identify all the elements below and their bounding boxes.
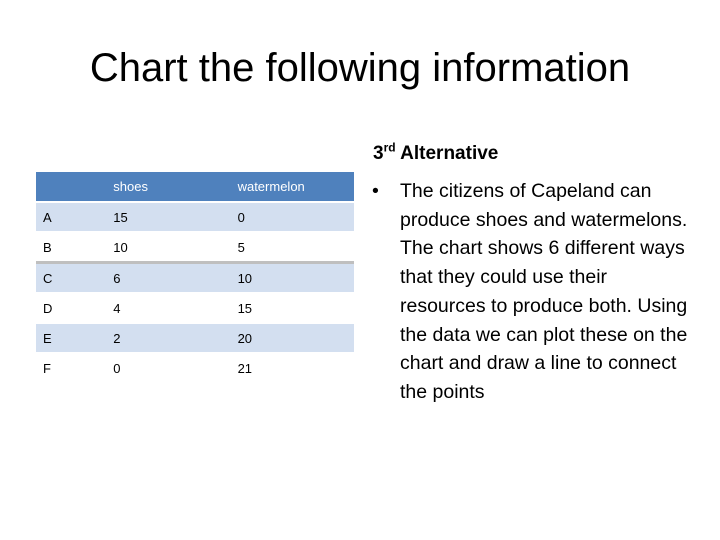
table-row: [36, 293, 354, 323]
header-cell-label: [36, 172, 106, 202]
watermelon-cell: 10: [231, 263, 354, 294]
explanation-text: The citizens of Capeland can produce shoes and watermelons. The chart shows 6 different ways that they could use their resources to produce both. Using the data we can plot these on the chart and draw a line to connect the points: [400, 180, 688, 403]
row-label: B: [36, 232, 106, 263]
row-label: A: [36, 202, 106, 232]
table-header-row: [36, 172, 354, 202]
table-row: [36, 323, 354, 353]
watermelon-cell: 5: [231, 232, 354, 263]
shoes-cell: 0: [106, 353, 230, 383]
alternative-label: Alternative: [395, 143, 499, 164]
slide-title: Chart the following information: [89, 46, 631, 90]
shoes-cell: 4: [106, 293, 230, 323]
table-row: [36, 202, 354, 232]
alternative-number: 3: [373, 143, 384, 164]
row-label: D: [36, 293, 106, 323]
shoes-cell: 10: [106, 232, 230, 263]
table-row: [36, 263, 354, 294]
watermelon-cell: 20: [231, 323, 354, 353]
header-cell-shoes: shoes: [106, 172, 230, 202]
header-cell-watermelon: watermelon: [231, 172, 354, 202]
table-row: [36, 353, 354, 383]
watermelon-cell: 0: [231, 202, 354, 232]
shoes-cell: 2: [106, 323, 230, 353]
shoes-cell: 6: [106, 263, 230, 294]
production-table: [36, 172, 354, 384]
explanation-bullet: [372, 177, 688, 407]
table-row: [36, 232, 354, 263]
watermelon-cell: 21: [231, 353, 354, 383]
row-label: E: [36, 323, 106, 353]
bullet-icon: •: [372, 180, 379, 202]
watermelon-cell: 15: [231, 293, 354, 323]
shoes-cell: 15: [106, 202, 230, 232]
ordinal-suffix: rd: [383, 140, 396, 155]
row-label: F: [36, 353, 106, 383]
alternative-heading: [373, 140, 498, 168]
row-label: C: [36, 263, 106, 294]
